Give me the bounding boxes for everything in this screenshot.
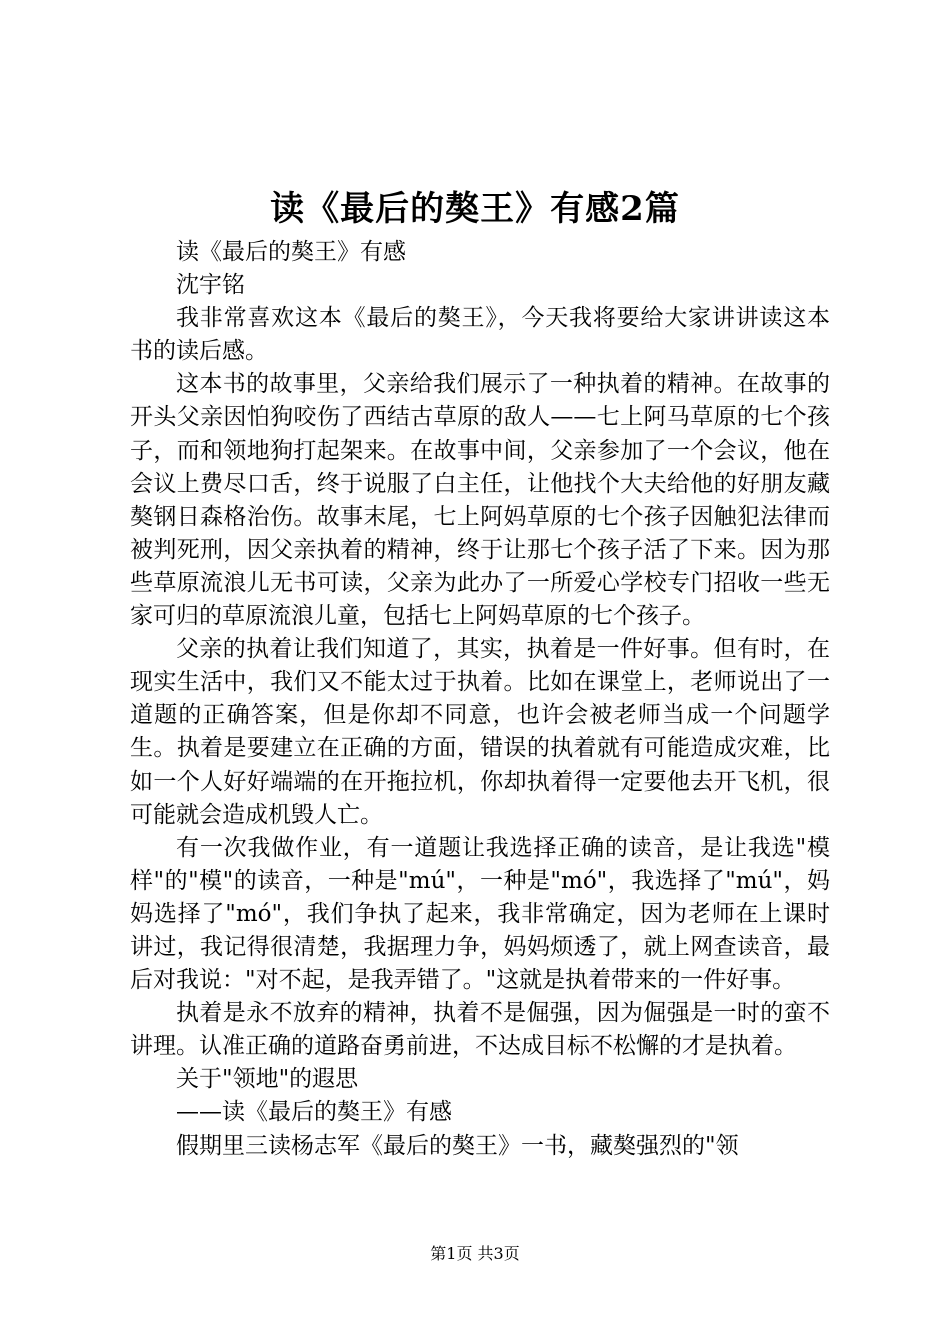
page-footer: 第1页 共3页: [430, 1244, 520, 1263]
section-subheading: ——读《最后的獒王》有感: [176, 1099, 452, 1126]
paragraph: 这本书的故事里，父亲给我们展示了一种执着的精神。在故事的开头父亲因怕狗咬伤了西结古草原的敌人——七上阿马草原的七个孩子，而和领地狗打起架来。在故事中间，父亲参加了一个会议，他在会议上费尽口舌，终于说服了白主任，让他找个大夫给他的好朋友藏獒钢日森格治伤。故事末尾，七上阿妈草原的七个孩子因触犯法律而被判死刑，因父亲执着的精神，终于让那七个孩子活了下来。因为那些草原流浪儿无书可读，父亲为此办了一所爱心学校专门招收一些无家可归的草原流浪儿童，包括七上阿妈草原的七个孩子。: [130, 371, 830, 630]
section-heading: 关于"领地"的遐思: [176, 1066, 359, 1093]
author: 沈宇铭: [176, 272, 245, 299]
paragraph: 执着是永不放弃的精神，执着不是倔强，因为倔强是一时的蛮不讲理。认准正确的道路奋勇前进，不达成目标不松懈的才是执着。: [130, 1000, 830, 1060]
document-body: [130, 236, 830, 1163]
paragraph: 我非常喜欢这本《最后的獒王》，今天我将要给大家讲讲读这本书的读后感。: [130, 305, 830, 365]
subtitle: 读《最后的獒王》有感: [176, 239, 406, 265]
document-title: 读《最后的獒王》有感2篇: [270, 189, 680, 229]
paragraph: 有一次我做作业，有一道题让我选择正确的读音，是让我选"模样"的"模"的读音，一种是"mú"，一种是"mó"，我选择了"mú"，妈妈选择了"mó"，我们争执了起来，我非常确定，因为老师在上课时讲过，我记得很清楚，我据理力争，妈妈烦透了，就上网查读音，最后对我说："对不起，是我弄错了。"这就是执着带来的一件好事。: [130, 834, 830, 994]
paragraph: 假期里三读杨志军《最后的獒王》一书，藏獒强烈的"领: [176, 1132, 739, 1159]
paragraph: 父亲的执着让我们知道了，其实，执着是一件好事。但有时，在现实生活中，我们又不能太过于执着。比如在课堂上，老师说出了一道题的正确答案，但是你却不同意，也许会被老师当成一个问题学生。执着是要建立在正确的方面，错误的执着就有可能造成灾难，比如一个人好好端端的在开拖拉机，你却执着得一定要他去开飞机，很可能就会造成机毁人亡。: [130, 636, 830, 828]
